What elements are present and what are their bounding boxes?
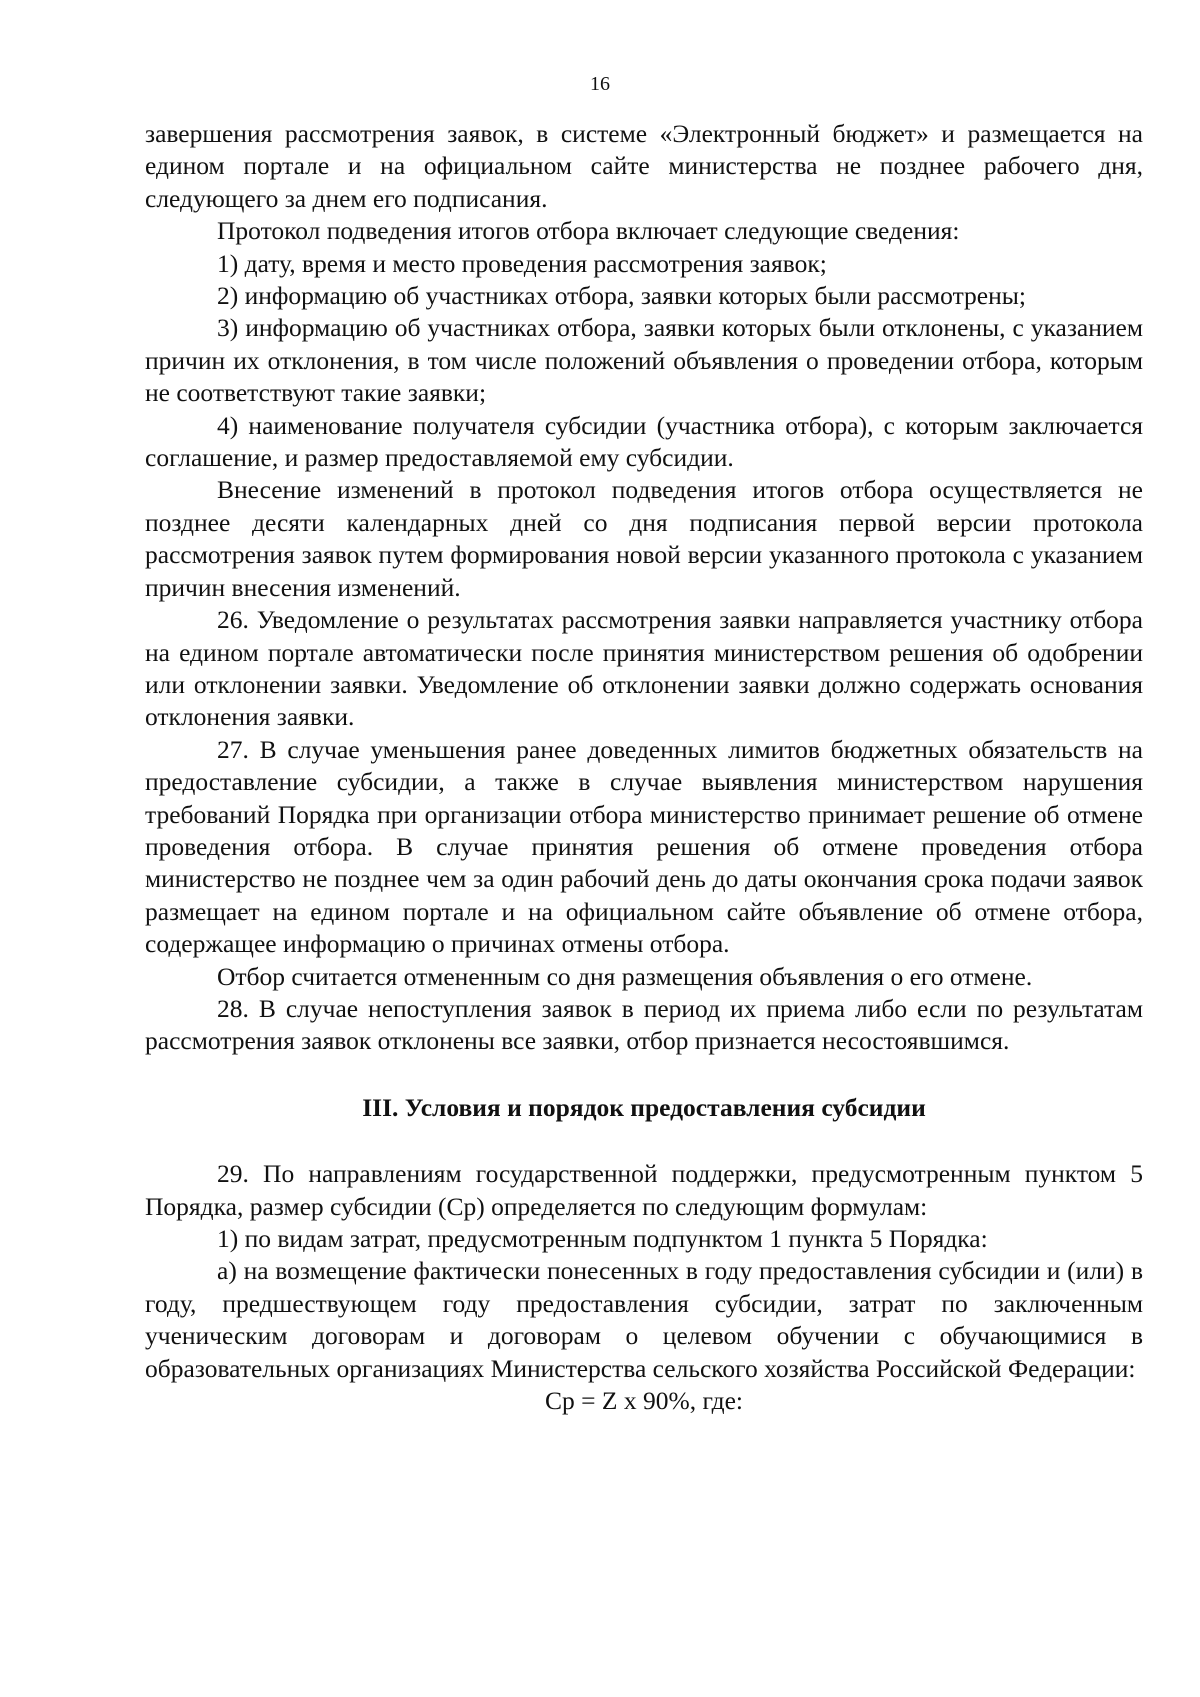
list-item: 4) наименование получателя субсидии (участника отбора), с которым заключается соглашение, и размер предоставляемой ему субсидии. — [145, 410, 1143, 473]
clause-26: 26. Уведомление о результатах рассмотрения заявки направляется участнику отбора на едином портале автоматически после принятия министерством решения об одобрении или отклонении заявки. Уведомление об отклонении заявки должно содержать основания отклонения заявки. — [145, 605, 1143, 732]
clause-29: 29. По направлениям государственной поддержки, предусмотренным пунктом 5 Порядка, размер субсидии (Ср) определяется по следующим формулам: — [145, 1159, 1143, 1221]
page-number: 16 — [590, 73, 610, 95]
document-body — [145, 118, 1143, 1417]
section-heading: III. Условия и порядок предоставления субсидии — [362, 1092, 926, 1122]
list-item: 3) информацию об участниках отбора, заявки которых были отклонены, с указанием причин их отклонения, в том числе положений объявления о проведении отбора, которым не соответствуют такие заявки; — [145, 313, 1143, 408]
paragraph: Отбор считается отмененным со дня размещения объявления о его отмене. — [217, 961, 1033, 991]
paragraph-continuation: завершения рассмотрения заявок, в системе «Электронный бюджет» и размещается на едином портале и на официальном сайте министерства не позднее рабочего дня, следующего за днем его подписания. — [145, 119, 1143, 213]
clause-27: 27. В случае уменьшения ранее доведенных лимитов бюджетных обязательств на предоставление субсидии, а также в случае выявления министерством нарушения требований Порядка при организации отбора министерство принимает решение об отмене проведения отбора. В случае принятия решения об отмене проведения отбора министерство не позднее чем за один рабочий день до даты окончания срока подачи заявок размещает на едином портале и на официальном сайте объявление об отмене отбора, содержащее информацию о причинах отмены отбора. — [145, 734, 1143, 959]
list-item: 1) дату, время и место проведения рассмотрения заявок; — [217, 248, 827, 278]
paragraph: Протокол подведения итогов отбора включает следующие сведения: — [217, 216, 960, 246]
paragraph: Внесение изменений в протокол подведения итогов отбора осуществляется не позднее десяти календарных дней со дня подписания первой версии протокола рассмотрения заявок путем формирования новой версии указанного протокола с указанием причин внесения изменений. — [145, 475, 1143, 602]
list-item: 2) информацию об участниках отбора, заявки которых были рассмотрены; — [217, 281, 1026, 311]
clause-28: 28. В случае непоступления заявок в период их приема либо если по результатам рассмотрения заявок отклонены все заявки, отбор признается несостоявшимся. — [145, 993, 1143, 1056]
formula: Ср = Z x 90%, где: — [544, 1386, 744, 1416]
list-item: 1) по видам затрат, предусмотренным подпунктом 1 пункта 5 Порядка: — [217, 1224, 988, 1253]
list-item: а) на возмещение фактически понесенных в году предоставления субсидии и (или) в году, предшествующем году предоставления субсидии, затрат по заключенным ученическим договорам и договорам о целевом обучении с обучающимися в образовательных организациях Министерства сельского хозяйства Российской Федерации: — [145, 1256, 1143, 1383]
